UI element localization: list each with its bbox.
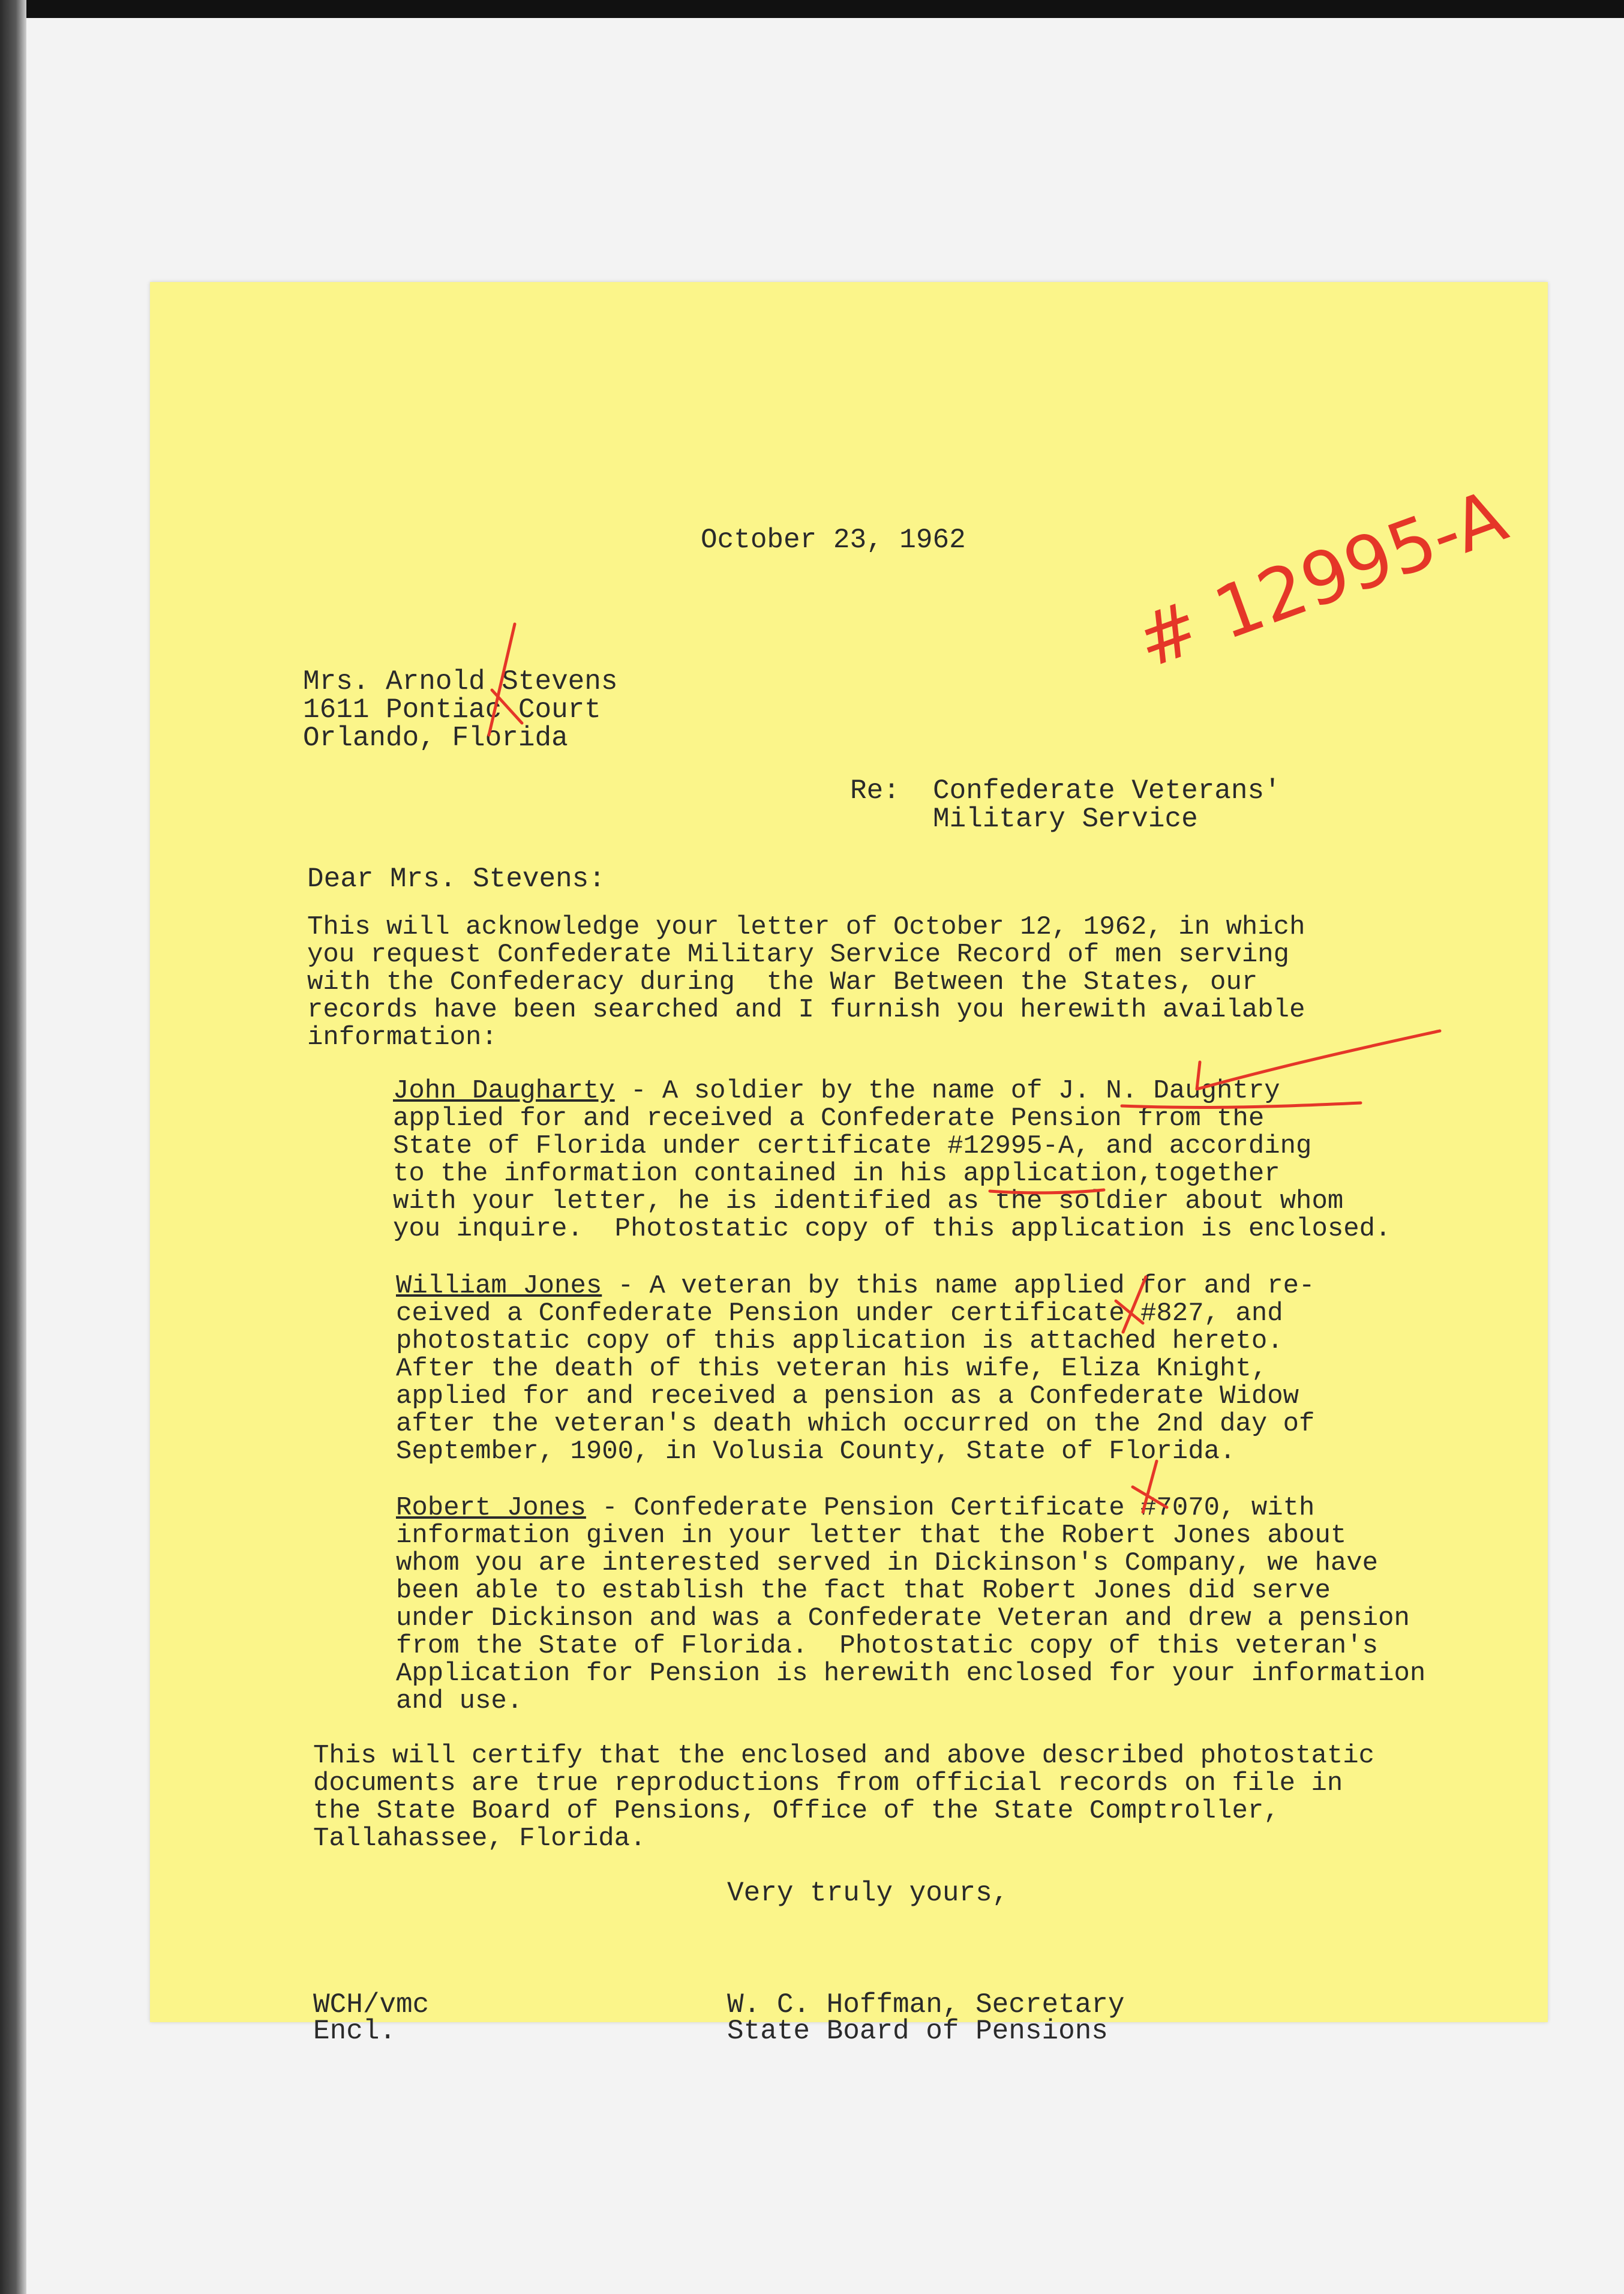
signer-title: State Board of Pensions xyxy=(727,2016,1108,2047)
intro-line: you request Confederate Military Service Record of men serving xyxy=(307,940,1290,970)
intro-line: records have been searched and I furnish you herewith available xyxy=(307,995,1305,1025)
salutation: Dear Mrs. Stevens: xyxy=(307,863,605,895)
pen-cross-mark xyxy=(1116,1277,1146,1332)
entry-name: William Jones xyxy=(396,1271,602,1301)
entry-line: to the information contained in his application,together xyxy=(393,1159,1280,1189)
enclosure-note: Encl. xyxy=(313,2016,397,2047)
typist-initials: WCH/vmc xyxy=(313,1989,430,2020)
entry-line: from the State of Florida. Photostatic copy of this veteran's xyxy=(396,1631,1379,1661)
entry-line: photostatic copy of this application is attached hereto. xyxy=(396,1326,1283,1356)
intro-line: with the Confederacy during the War Between the States, our xyxy=(307,967,1258,997)
entry-name: John Daugharty xyxy=(393,1076,615,1106)
entry-line: with your letter, he is identified as the soldier about whom xyxy=(393,1186,1344,1216)
certify-line: This will certify that the enclosed and above described photostatic xyxy=(313,1741,1375,1771)
entry-line: Application for Pension is herewith enclosed for your information xyxy=(396,1659,1426,1689)
re-label: Re: xyxy=(850,775,900,806)
entry-first-line: - Confederate Pension Certificate #7070, with xyxy=(586,1493,1315,1523)
recipient-city: Orlando, Florida xyxy=(303,722,568,754)
entry-line: After the death of this veteran his wife, Eliza Knight, xyxy=(396,1354,1268,1384)
certify-line: documents are true reproductions from official records on file in xyxy=(313,1768,1343,1798)
entry-name: Robert Jones xyxy=(396,1493,586,1523)
entry-line: after the veteran's death which occurred on the 2nd day of xyxy=(396,1409,1315,1439)
re-line-1: Confederate Veterans' xyxy=(933,775,1281,806)
certify-line: Tallahassee, Florida. xyxy=(313,1824,646,1854)
pen-underline xyxy=(990,1190,1104,1193)
entry-line: information given in your letter that the Robert Jones about xyxy=(396,1521,1347,1551)
entry-line: ceived a Confederate Pension under certificate #827, and xyxy=(396,1299,1283,1329)
pen-cross-mark xyxy=(1133,1461,1167,1512)
pen-check-mark xyxy=(1197,1031,1440,1089)
entry-line: applied for and received a Confederate Pension from the xyxy=(393,1103,1265,1133)
intro-line: This will acknowledge your letter of October 12, 1962, in which xyxy=(307,912,1305,942)
entry-first-line: - A veteran by this name applied for and re- xyxy=(602,1271,1315,1301)
entry-line: been able to establish the fact that Robert Jones did serve xyxy=(396,1576,1331,1606)
intro-line: information: xyxy=(307,1022,497,1052)
recipient-street: 1611 Pontiac Court xyxy=(303,694,601,725)
signer-name: W. C. Hoffman, Secretary xyxy=(727,1989,1125,2020)
pen-cross-mark xyxy=(489,624,522,735)
entry-line: you inquire. Photostatic copy of this application is enclosed. xyxy=(393,1214,1391,1244)
entry-first-line: - A soldier by the name of J. N. Daughtry xyxy=(614,1076,1280,1106)
entry-line: whom you are interested served in Dickinson's Company, we have xyxy=(396,1548,1379,1578)
entry-line: applied for and received a pension as a Confederate Widow xyxy=(396,1381,1299,1411)
entry-line: State of Florida under certificate #12995-A, and according xyxy=(393,1131,1312,1161)
pen-underline xyxy=(1122,1103,1361,1107)
letter-date: October 23, 1962 xyxy=(701,524,966,556)
recipient-name: Mrs. Arnold Stevens xyxy=(303,666,618,697)
re-line-2: Military Service xyxy=(933,803,1198,835)
entry-line: under Dickinson and was a Confederate Veteran and drew a pension xyxy=(396,1603,1410,1633)
entry-line: September, 1900, in Volusia County, State of Florida. xyxy=(396,1437,1236,1467)
handwritten-certificate-number: # 12995-A xyxy=(1125,474,1517,685)
certify-line: the State Board of Pensions, Office of the State Comptroller, xyxy=(313,1796,1280,1826)
entry-line: and use. xyxy=(396,1686,523,1716)
closing: Very truly yours, xyxy=(727,1878,1009,1909)
